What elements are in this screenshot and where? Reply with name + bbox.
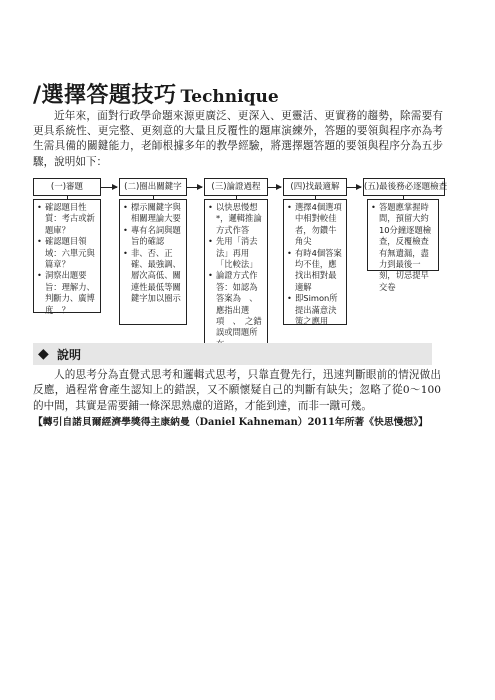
step-5-box [367, 199, 439, 292]
step-4-title: (四)找最適解 [283, 178, 347, 196]
list-item: • 確認題目性質：考古或新題庫？ [36, 202, 97, 236]
connector-2 [153, 196, 154, 199]
step-2-title: (二)圈出關鍵字 [119, 178, 187, 196]
step-5-title: (五)最後務必逐題檢查 [363, 178, 445, 196]
title-chinese: /選擇答題技巧 [33, 83, 177, 108]
list-item: • 先用「消去法」再用「比較法」 [207, 236, 264, 270]
list-item: • 論證方式作答：如認為答案為 、 應指出選項 、 之錯誤或問題所 [207, 270, 264, 350]
list-item: • 即Simon所提出滿意決策之應用 [286, 293, 343, 327]
arrow-1-2 [101, 187, 117, 188]
note-label: 說明 [57, 348, 82, 362]
step-3-title: (三)論證過程 [204, 178, 268, 196]
list-item: • 專有名詞與題旨的確認 [122, 225, 183, 248]
step-4-box [283, 199, 347, 325]
title-english: Technique [180, 87, 279, 107]
intro-paragraph: 近年來，面對行政學命題來源更廣泛、更深入、更靈活、更實務的趨勢，除需要有更具系統性、更完整、更刻意的大量且反覆性的題庫演練外，答題的要領與程序亦為考生需具備的關鍵能力，老師根據多年的教學經驗，將選擇題答題的要領與程序分為五步驟，說明如下： [33, 110, 443, 168]
step-1-title: (一)審題 [33, 178, 101, 196]
list-item: • 有時4個答案均不佳，應找出相對最適解 [286, 248, 343, 294]
note-header [33, 343, 432, 365]
connector-4 [315, 196, 316, 199]
list-item: • 非、否、正確、最強調、層次高低、關連性最低等關鍵字加以圈示 [122, 248, 183, 305]
arrow-4-5 [347, 187, 361, 188]
list-item: • 確認題目領域：六單元與篇章？ [36, 236, 97, 270]
list-item: • 以快思慢想*，邏輯推論方式作答 [207, 202, 264, 236]
list-item: • 標示關鍵字與相關理論大要 [122, 202, 183, 225]
arrow-2-3 [187, 187, 202, 188]
source-citation: 【轉引自諾貝爾經濟學獎得主康納曼（Daniel Kahneman）2011年所著《快思慢想》】 [33, 417, 428, 428]
list-item: • 答題應掌握時間，預留大約10分鐘逐題檢查，反覆檢查有無遺漏，盡力到最後一刻，切忌提早交卷 [370, 202, 435, 293]
connector-1 [67, 196, 68, 199]
step-3-box [204, 199, 268, 359]
arrow-3-4 [268, 187, 281, 188]
page-title [33, 78, 279, 108]
step-1-box [33, 199, 101, 313]
list-item: • 選擇4個選項中相對較佳者，勿鑽牛角尖 [286, 202, 343, 248]
connector-5 [403, 196, 404, 199]
list-item: • 洞察出題要旨：理解力、判斷力、廣博度…？ [36, 270, 97, 316]
five-step-flowchart [33, 178, 448, 338]
connector-3 [236, 196, 237, 199]
step-2-box [119, 199, 187, 325]
diamond-icon: ◆ [38, 346, 49, 362]
note-paragraph: 人的思考分為直覺式思考和邏輯式思考，只靠直覺先行，迅速判斷眼前的情況做出反應，過程常會產生認知上的錯誤，又不願懷疑自己的判斷有缺失；忽略了從0～100的中間，其實是需要鋪一條深思熟慮的道路，才能到達，而非一蹴可幾。 [33, 369, 441, 412]
